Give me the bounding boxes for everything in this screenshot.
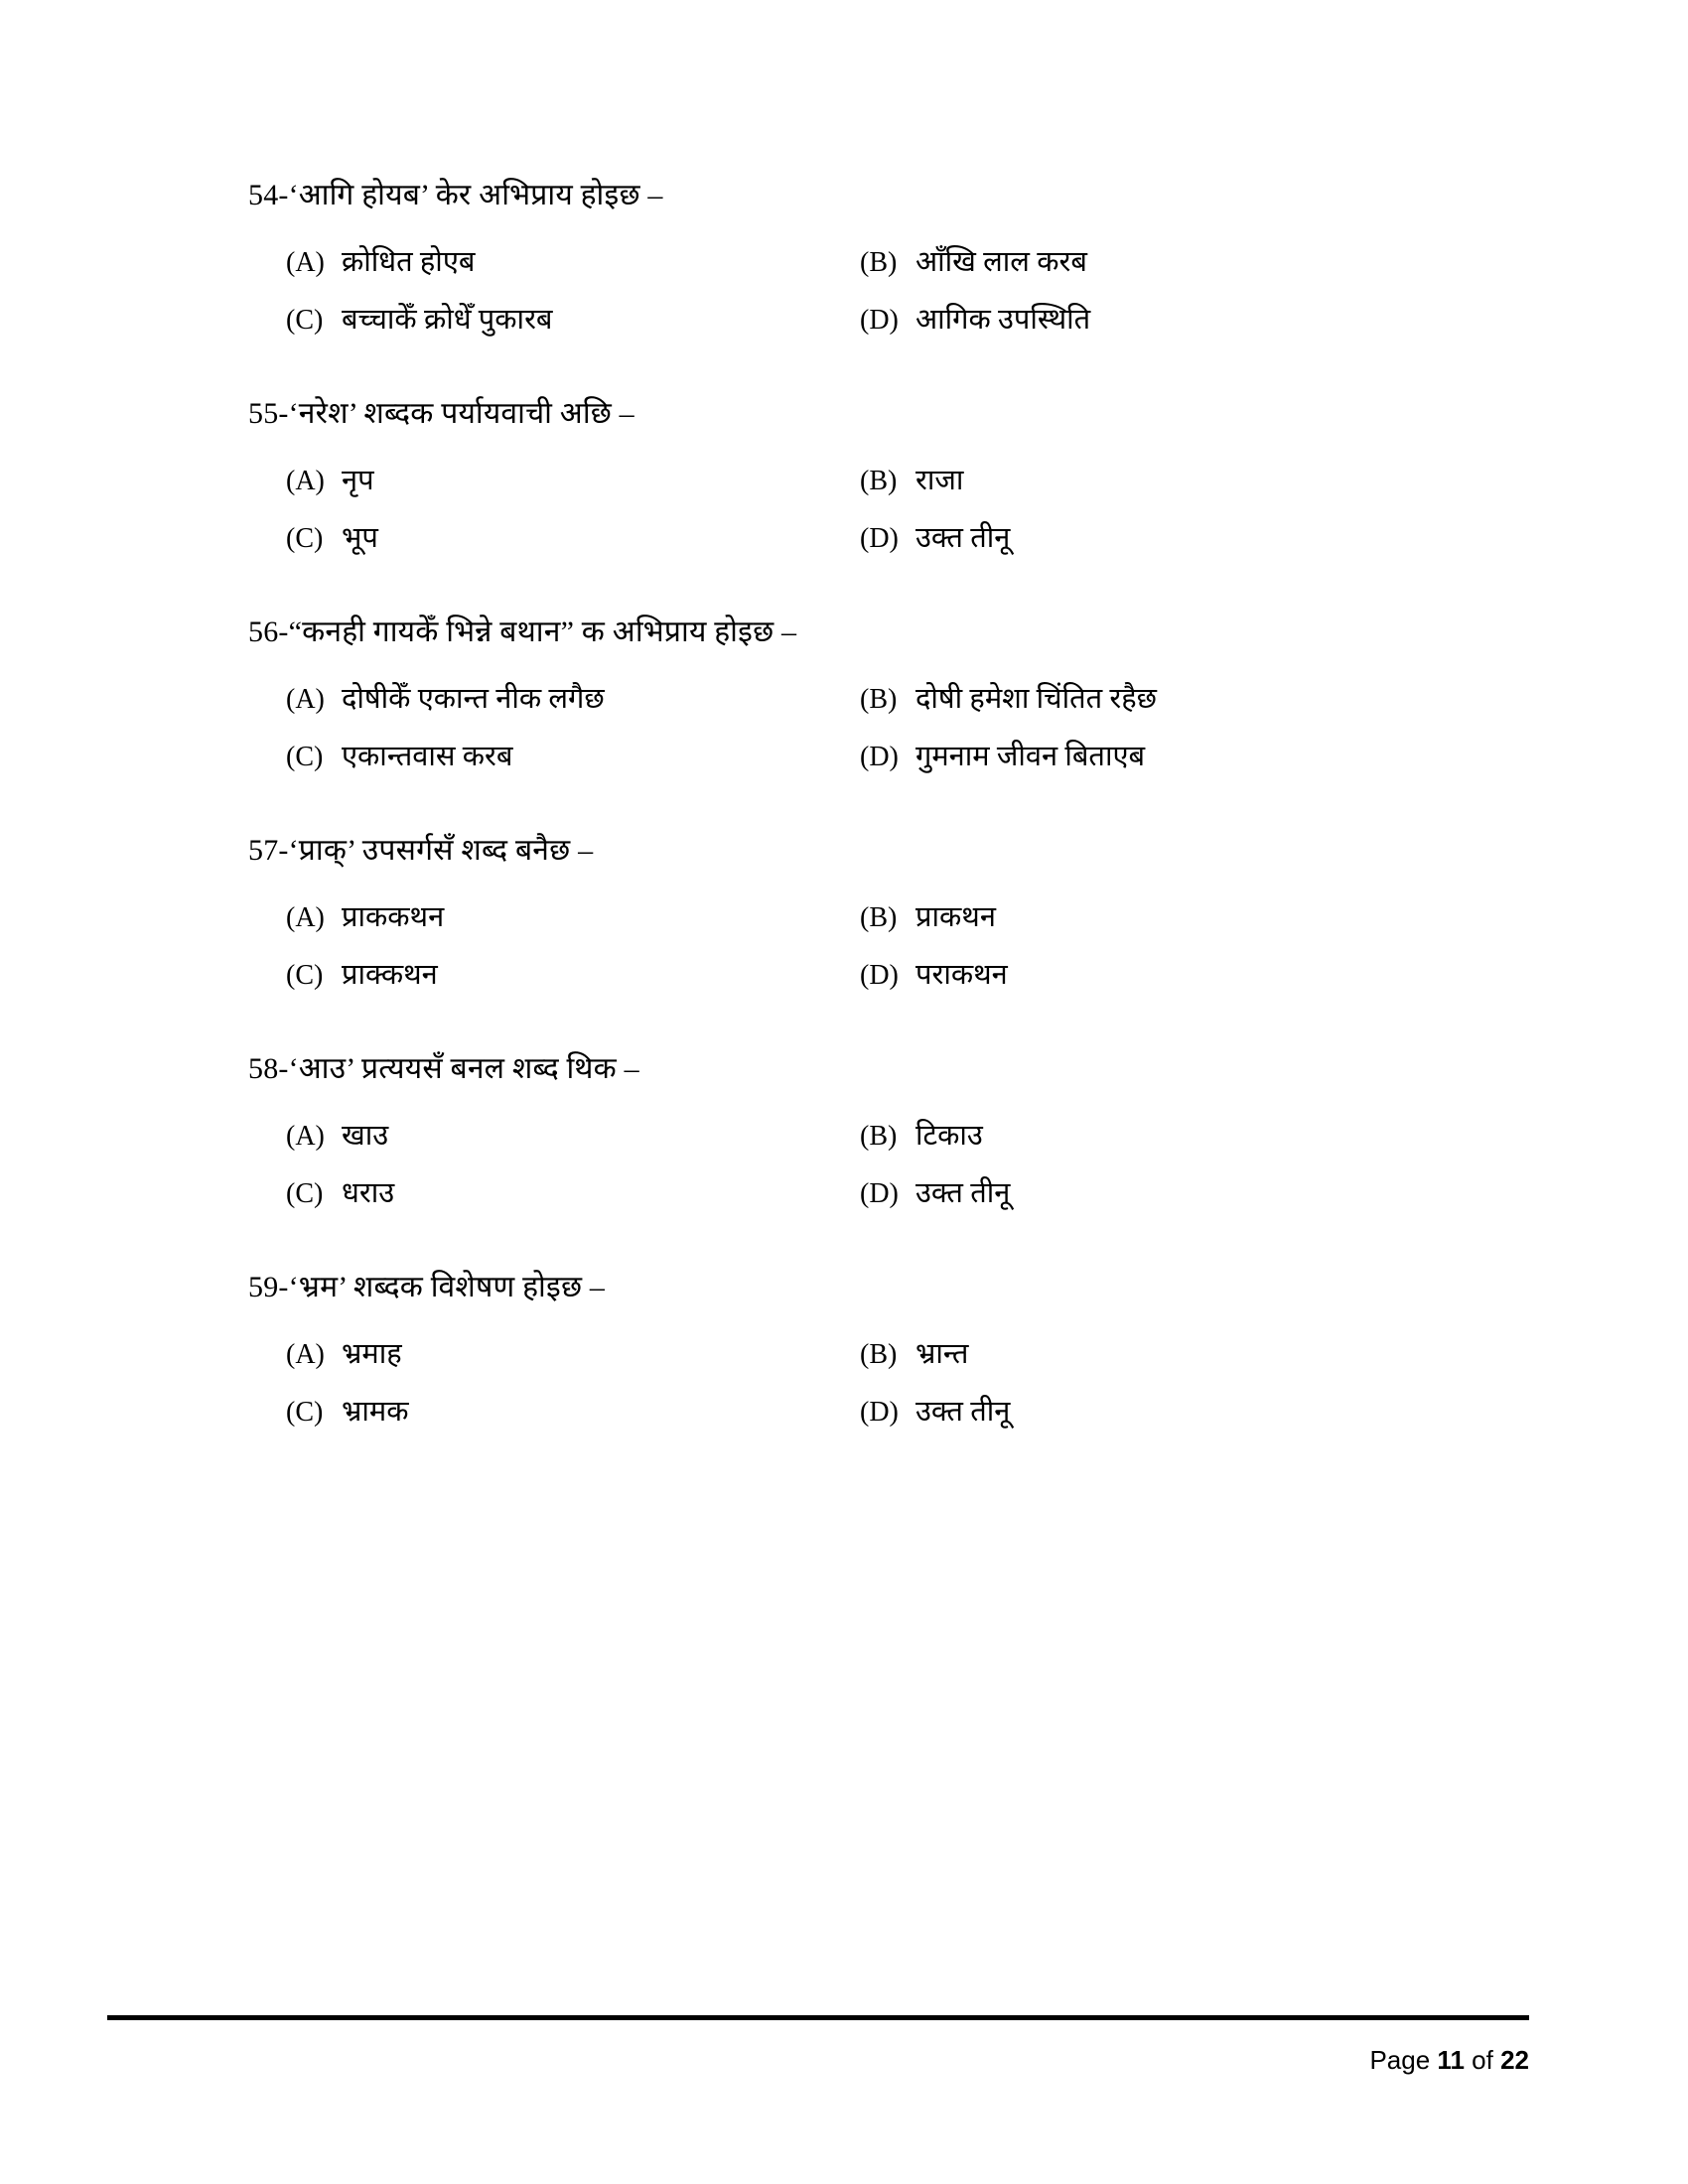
- question-number: 56-: [248, 615, 289, 648]
- option-a[interactable]: [286, 1118, 860, 1154]
- question-stem: [248, 614, 1539, 651]
- option-letter: (A): [286, 901, 325, 933]
- option-text: नृप: [342, 464, 374, 496]
- option-text: बच्चाकेँ क्रोधेँ पुकारब: [342, 303, 553, 336]
- option-b[interactable]: [860, 1336, 1495, 1372]
- option-c[interactable]: [286, 957, 860, 993]
- option-d[interactable]: [860, 739, 1495, 774]
- option-group: [286, 681, 1539, 775]
- option-c[interactable]: [286, 739, 860, 774]
- option-a[interactable]: [286, 463, 860, 498]
- question-stem: [248, 395, 1539, 433]
- option-text: भूप: [342, 521, 378, 554]
- question-stem: [248, 832, 1539, 870]
- option-a[interactable]: [286, 681, 860, 717]
- question-text: ‘आगि होयब’ केर अभिप्राय होइछ –: [288, 179, 663, 211]
- option-b[interactable]: [860, 681, 1495, 717]
- question-list: [248, 177, 1539, 1487]
- option-text: धराउ: [342, 1176, 395, 1209]
- question-item: [248, 1050, 1539, 1211]
- option-letter: (B): [860, 683, 898, 715]
- question-text: ‘नरेश’ शब्दक पर्यायवाची अछि –: [288, 397, 634, 430]
- option-row: [286, 957, 1539, 993]
- footer-page-number: 11: [1437, 2045, 1465, 2075]
- option-letter: (C): [286, 1177, 324, 1209]
- option-text: आँखि लाल करब: [915, 245, 1087, 278]
- question-stem: [248, 1050, 1539, 1088]
- option-b[interactable]: [860, 899, 1495, 935]
- option-group: [286, 1118, 1539, 1212]
- question-text: ‘भ्रम’ शब्दक विशेषण होइछ –: [288, 1271, 606, 1303]
- question-item: [248, 177, 1539, 338]
- option-row: [286, 520, 1539, 556]
- option-text: आगिक उपस्थिति: [915, 303, 1091, 336]
- option-b[interactable]: [860, 244, 1495, 280]
- option-text: दोषी हमेशा चिंतित रहैछ: [915, 682, 1157, 715]
- question-number: 57-: [248, 834, 289, 867]
- option-letter: (D): [860, 741, 899, 772]
- option-group: [286, 463, 1539, 557]
- option-letter: (A): [286, 465, 325, 496]
- option-text: पराकथन: [915, 958, 1008, 991]
- option-letter: (A): [286, 1120, 325, 1152]
- question-stem: [248, 177, 1539, 214]
- question-number: 55-: [248, 397, 289, 430]
- option-text: भ्रामक: [342, 1395, 409, 1428]
- option-letter: (C): [286, 959, 324, 991]
- option-row: [286, 1118, 1539, 1154]
- option-text: प्राक्कथन: [342, 958, 438, 991]
- option-c[interactable]: [286, 1394, 860, 1430]
- footer-page-word: Page: [1369, 2045, 1431, 2075]
- option-group: [286, 244, 1539, 339]
- option-c[interactable]: [286, 1175, 860, 1211]
- option-group: [286, 899, 1539, 994]
- question-item: [248, 832, 1539, 993]
- question-text: ‘आउ’ प्रत्ययसँ बनल शब्द थिक –: [288, 1052, 639, 1085]
- option-d[interactable]: [860, 1394, 1495, 1430]
- option-letter: (C): [286, 304, 324, 336]
- option-row: [286, 1336, 1539, 1372]
- option-letter: (B): [860, 1120, 898, 1152]
- question-text: “कनही गायकेँ भिन्ने बथान” क अभिप्राय होइछ –: [288, 615, 797, 648]
- option-text: दोषीकेँ एकान्त नीक लगैछ: [342, 682, 605, 715]
- option-letter: (C): [286, 741, 324, 772]
- option-letter: (D): [860, 1396, 899, 1428]
- option-letter: (B): [860, 246, 898, 278]
- option-text: क्रोधित होएब: [342, 245, 476, 278]
- option-letter: (D): [860, 522, 899, 554]
- option-text: राजा: [915, 464, 964, 496]
- option-group: [286, 1336, 1539, 1431]
- option-text: प्राककथन: [342, 900, 445, 933]
- option-row: [286, 244, 1539, 280]
- page-indicator: [107, 2045, 1529, 2076]
- option-text: उक्त तीनू: [915, 521, 1011, 554]
- footer-divider: [107, 2015, 1529, 2020]
- option-text: उक्त तीनू: [915, 1176, 1011, 1209]
- option-text: उक्त तीनू: [915, 1395, 1011, 1428]
- question-item: [248, 1269, 1539, 1430]
- option-d[interactable]: [860, 1175, 1495, 1211]
- footer-total-pages: 22: [1500, 2045, 1529, 2075]
- option-letter: (A): [286, 683, 325, 715]
- option-d[interactable]: [860, 302, 1495, 338]
- option-text: भ्रान्त: [915, 1337, 969, 1370]
- option-row: [286, 302, 1539, 338]
- option-text: टिकाउ: [915, 1119, 983, 1152]
- option-a[interactable]: [286, 244, 860, 280]
- option-row: [286, 1394, 1539, 1430]
- option-text: प्राकथन: [915, 900, 996, 933]
- option-b[interactable]: [860, 463, 1495, 498]
- question-item: [248, 614, 1539, 774]
- option-text: एकान्तवास करब: [342, 740, 513, 772]
- option-letter: (B): [860, 1338, 898, 1370]
- question-item: [248, 395, 1539, 556]
- option-row: [286, 681, 1539, 717]
- option-row: [286, 463, 1539, 498]
- option-b[interactable]: [860, 1118, 1495, 1154]
- option-row: [286, 1175, 1539, 1211]
- option-letter: (C): [286, 522, 324, 554]
- footer-of-word: of: [1472, 2045, 1493, 2075]
- question-text: ‘प्राक्’ उपसर्गसँ शब्द बनैछ –: [288, 834, 594, 867]
- option-row: [286, 899, 1539, 935]
- option-text: भ्रमाह: [342, 1337, 402, 1370]
- question-number: 59-: [248, 1271, 289, 1303]
- question-number: 54-: [248, 179, 289, 211]
- question-stem: [248, 1269, 1539, 1306]
- question-number: 58-: [248, 1052, 289, 1085]
- option-a[interactable]: [286, 899, 860, 935]
- option-letter: (D): [860, 304, 899, 336]
- option-letter: (C): [286, 1396, 324, 1428]
- option-letter: (A): [286, 246, 325, 278]
- option-d[interactable]: [860, 957, 1495, 993]
- option-letter: (D): [860, 959, 899, 991]
- option-text: खाउ: [342, 1119, 389, 1152]
- option-letter: (D): [860, 1177, 899, 1209]
- option-c[interactable]: [286, 520, 860, 556]
- option-a[interactable]: [286, 1336, 860, 1372]
- option-text: गुमनाम जीवन बिताएब: [915, 740, 1146, 772]
- option-row: [286, 739, 1539, 774]
- option-letter: (B): [860, 901, 898, 933]
- option-d[interactable]: [860, 520, 1495, 556]
- option-c[interactable]: [286, 302, 860, 338]
- option-letter: (B): [860, 465, 898, 496]
- option-letter: (A): [286, 1338, 325, 1370]
